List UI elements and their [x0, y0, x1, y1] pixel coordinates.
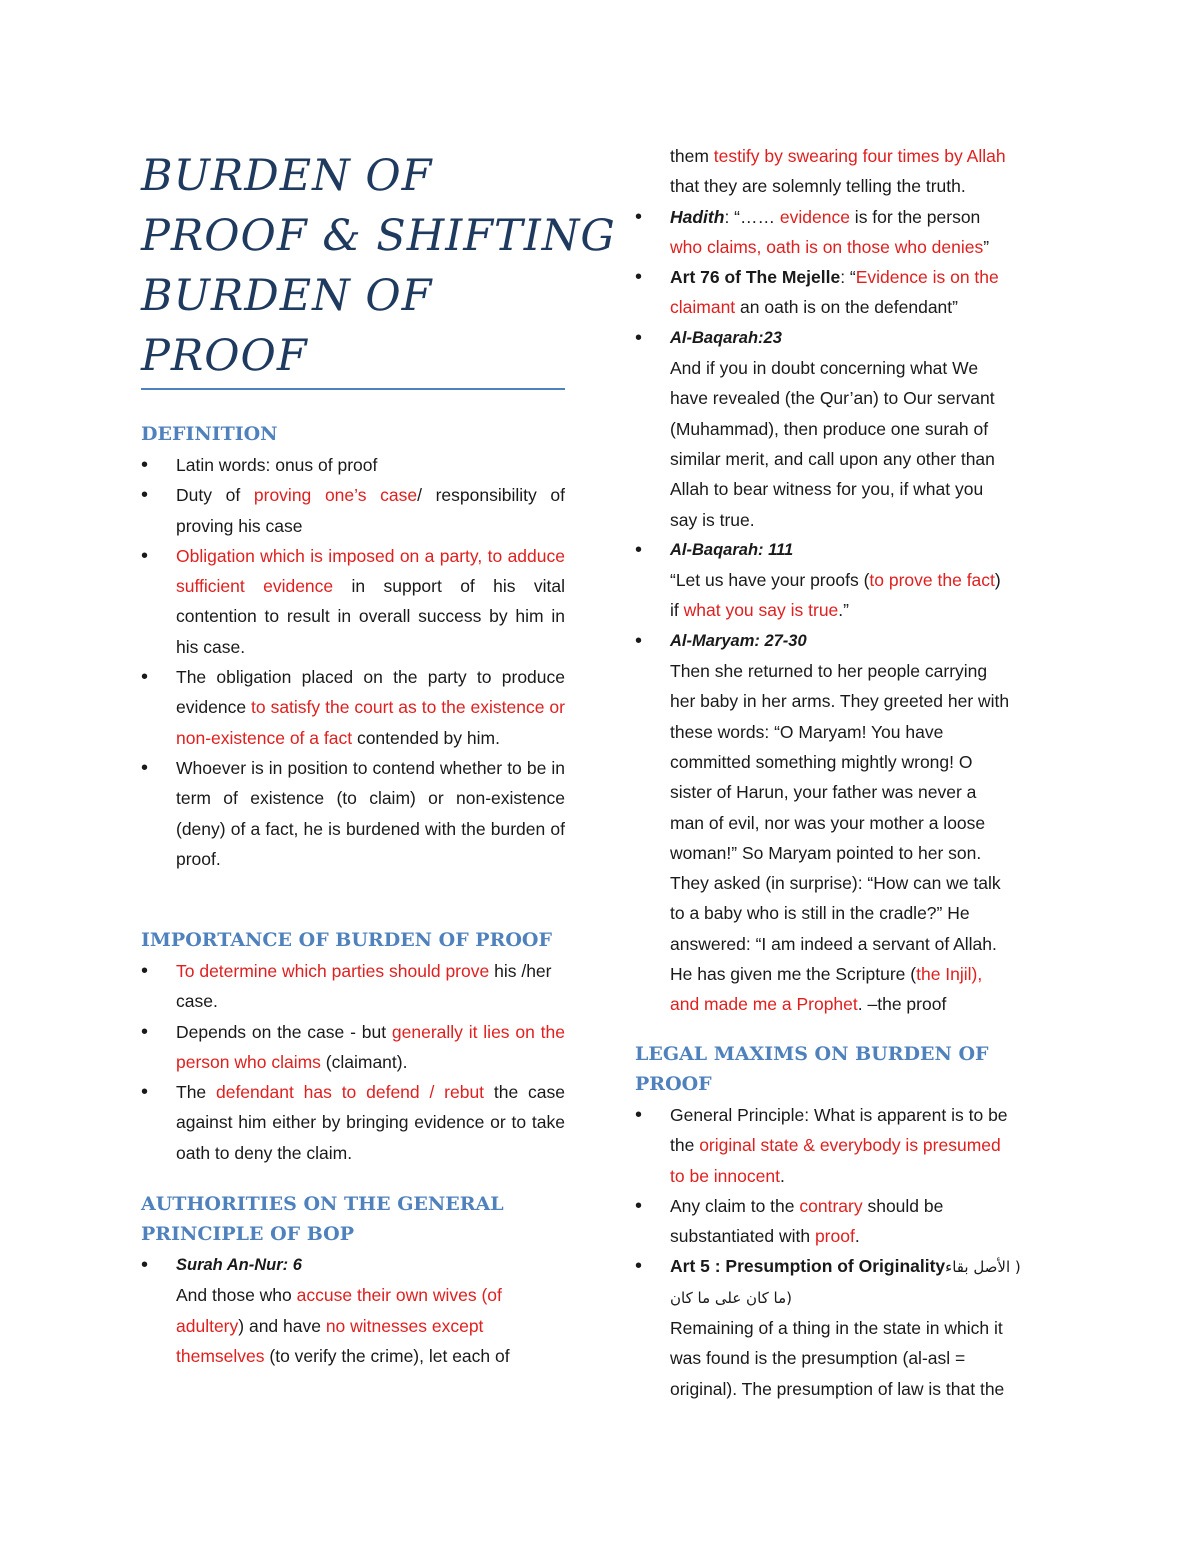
item-text: them: [670, 146, 714, 166]
heading-line: AUTHORITIES ON THE GENERAL: [141, 1193, 504, 1215]
list-item: [141, 956, 565, 1017]
highlight-text: Evidence is on the: [855, 267, 999, 288]
item-text: They asked (in surprise): “How can we talk: [670, 873, 1001, 894]
item-text: should be: [862, 1195, 944, 1216]
highlight-text: Obligation which is imposed on a party, to adduce sufficient evidence: [176, 545, 565, 597]
definition-heading: DEFINITION: [141, 423, 278, 445]
item-text: (claimant).: [320, 1051, 408, 1072]
item-text: the: [670, 1135, 700, 1156]
item-text: have revealed (the Qur’an) to Our servant: [670, 388, 995, 409]
document-title: [141, 146, 616, 386]
item-text: .: [779, 1165, 785, 1186]
maxims-list: [635, 1100, 1065, 1404]
item-text: was found is the presumption (al-asl =: [670, 1348, 966, 1369]
list-item-hadith: [635, 202, 1065, 263]
highlight-text: contrary: [799, 1195, 863, 1216]
item-text: ) and have: [238, 1315, 326, 1336]
list-item: [141, 450, 565, 480]
definition-list: [141, 450, 565, 874]
highlight-text: to be innocent: [670, 1165, 780, 1186]
item-text: if: [670, 600, 684, 621]
highlight-text: proving one’s case: [253, 485, 418, 506]
item-text: Latin words: onus of proof: [176, 455, 378, 475]
item-text: ): [994, 570, 1001, 591]
highlight-text: To determine which parties should prove: [176, 961, 490, 981]
authorities-continued: [635, 141, 1065, 1020]
item-text: : “: [840, 267, 856, 288]
item-text: substantiated with: [670, 1226, 815, 1247]
list-item: [141, 541, 565, 662]
highlight-text: proof: [814, 1226, 855, 1247]
item-text: Depends on the case - but: [176, 1021, 392, 1042]
citation-title: • Al-Maryam: 27-30: [670, 631, 807, 650]
item-text: • General Principle: What is apparent is to be: [670, 1105, 1008, 1125]
item-text: her baby in her arms. They greeted her with: [670, 691, 1010, 712]
item-text: sister of Harun, your father was never a: [670, 782, 977, 803]
citation-title: Hadith: [670, 206, 725, 227]
list-item-mejelle: [635, 262, 1065, 323]
importance-section: [141, 925, 565, 1168]
item-text: original). The presumption of law is that the: [670, 1378, 1005, 1399]
list-item: [141, 480, 565, 541]
item-text: to a baby who is still in the cradle?” He: [670, 903, 970, 924]
title-underline: [141, 388, 565, 390]
item-text: that they are solemnly telling the truth.: [670, 176, 966, 197]
list-item-an-nur: [141, 1250, 565, 1371]
item-text: is for the person: [849, 206, 981, 227]
item-text: his /her case.: [176, 961, 552, 1012]
title-line: BURDEN OF: [141, 151, 433, 201]
list-item: [141, 753, 565, 874]
item-text: say is true.: [670, 509, 755, 530]
item-text: He has given me the Scripture (: [670, 964, 917, 985]
item-text: the case against him either by bringing evidence or to take oath to deny the claim.: [176, 1082, 565, 1163]
item-text: committed something mightly wrong! O: [670, 751, 973, 772]
list-item: [141, 1077, 565, 1168]
list-item-art-5: [635, 1251, 1065, 1403]
highlight-text: to prove the fact: [869, 570, 995, 591]
item-text: ”: [983, 236, 990, 257]
highlight-text: and made me a Prophet: [670, 994, 858, 1015]
item-text: Whoever is in position to contend whether to be in term of existence (to claim) or non-existence (deny) of a fact, he is burdened with the burden of proof.: [176, 757, 565, 869]
item-text: The obligation placed on the party to produce evidence: [176, 667, 565, 718]
item-text: . –the proof: [857, 994, 947, 1015]
item-text: / responsibility of proving his case: [176, 485, 565, 536]
citation-title: • Al-Baqarah:23: [670, 328, 782, 347]
item-text: And if you in doubt concerning what We: [670, 358, 979, 379]
item-text: similar merit, and call upon any other than: [670, 448, 995, 469]
authorities-list: [141, 1250, 565, 1371]
importance-list: [141, 956, 565, 1168]
highlight-text: the Injil),: [916, 964, 983, 985]
highlight-text: claimant: [670, 297, 736, 318]
item-text: Allah to bear witness for you, if what you: [670, 479, 984, 500]
citation-title: Art 76 of The Mejelle: [670, 267, 841, 288]
title-line: PROOF: [141, 331, 308, 381]
item-text: Duty of: [176, 485, 254, 506]
item-text: : “……: [724, 206, 780, 227]
list-item-general-principle: [635, 1100, 1065, 1191]
citation-title: Art 5 : Presumption of Originality: [670, 1256, 946, 1277]
citation-title: • Al-Baqarah: 111: [670, 540, 794, 559]
authorities-heading: [141, 1189, 565, 1249]
item-text: The: [176, 1082, 216, 1103]
list-item: [141, 662, 565, 753]
item-text: Then she returned to her people carrying: [670, 661, 988, 682]
highlight-text: adultery: [176, 1315, 239, 1336]
item-text: these words: “O Maryam! You have: [670, 721, 944, 742]
definition-section: [141, 419, 565, 874]
highlight-text: original state & everybody is presumed: [699, 1135, 1001, 1156]
list-item-baqarah-111: [635, 535, 1065, 626]
highlight-text: defendant has to defend / rebut: [215, 1082, 485, 1103]
item-text: woman!” So Maryam pointed to her son.: [670, 842, 982, 863]
highlight-text: accuse their own wives (of: [296, 1285, 502, 1306]
item-text: .: [854, 1226, 860, 1247]
authorities-section: [141, 1189, 565, 1371]
highlight-text: generally it lies on the person who claims: [176, 1021, 565, 1072]
highlight-text: what you say is true: [683, 600, 839, 621]
list-item-contrary-claim: [635, 1191, 1065, 1252]
title-line: BURDEN OF: [141, 271, 433, 321]
item-text: man of evil, nor was your mother a loose: [670, 812, 986, 833]
authorities-list-continued: [635, 202, 1065, 1020]
item-text: contended by him.: [352, 727, 500, 748]
highlight-text: themselves: [176, 1345, 265, 1366]
highlight-text: no witnesses except: [325, 1315, 484, 1336]
maxims-heading: LEGAL MAXIMS ON BURDEN OF PROOF: [635, 1043, 989, 1095]
item-text: .”: [838, 600, 849, 621]
item-text: answered: “I am indeed a servant of Allah.: [670, 933, 997, 954]
citation-title: • Surah An-Nur: 6: [176, 1256, 302, 1274]
item-text: Any claim to the: [670, 1195, 800, 1216]
maxims-section: [635, 1039, 1065, 1404]
arabic-text: (ما كان على ما كان: [670, 1288, 793, 1307]
highlight-text: to satisfy the court as to the existence or non-existence of a fact: [176, 697, 565, 748]
item-text: (Muhammad), then produce one surah of: [670, 418, 989, 439]
item-text: “Let us have your proofs (: [670, 570, 870, 591]
item-text: (to verify the crime), let each of: [264, 1345, 510, 1366]
item-text: an oath is on the defendant”: [735, 297, 958, 318]
arabic-text: ( الأصل بقاء: [945, 1258, 1026, 1277]
list-item-baqarah-23: [635, 323, 1065, 535]
heading-line: PRINCIPLE OF BOP: [141, 1223, 354, 1245]
highlight-text: testify by swearing four times by Allah: [713, 146, 1006, 166]
title-line: PROOF & SHIFTING: [141, 211, 616, 261]
highlight-text: who claims, oath is on those who denies: [670, 236, 984, 257]
item-text: Remaining of a thing in the state in which it: [670, 1318, 1003, 1339]
importance-heading: IMPORTANCE OF BURDEN OF PROOF: [141, 929, 552, 951]
list-item-maryam: [635, 626, 1065, 1020]
highlight-text: evidence: [779, 206, 850, 227]
item-text: And those who: [176, 1285, 297, 1306]
list-item: [141, 1017, 565, 1078]
item-text: in support of his vital contention to result in overall success by him in his case.: [176, 576, 565, 657]
